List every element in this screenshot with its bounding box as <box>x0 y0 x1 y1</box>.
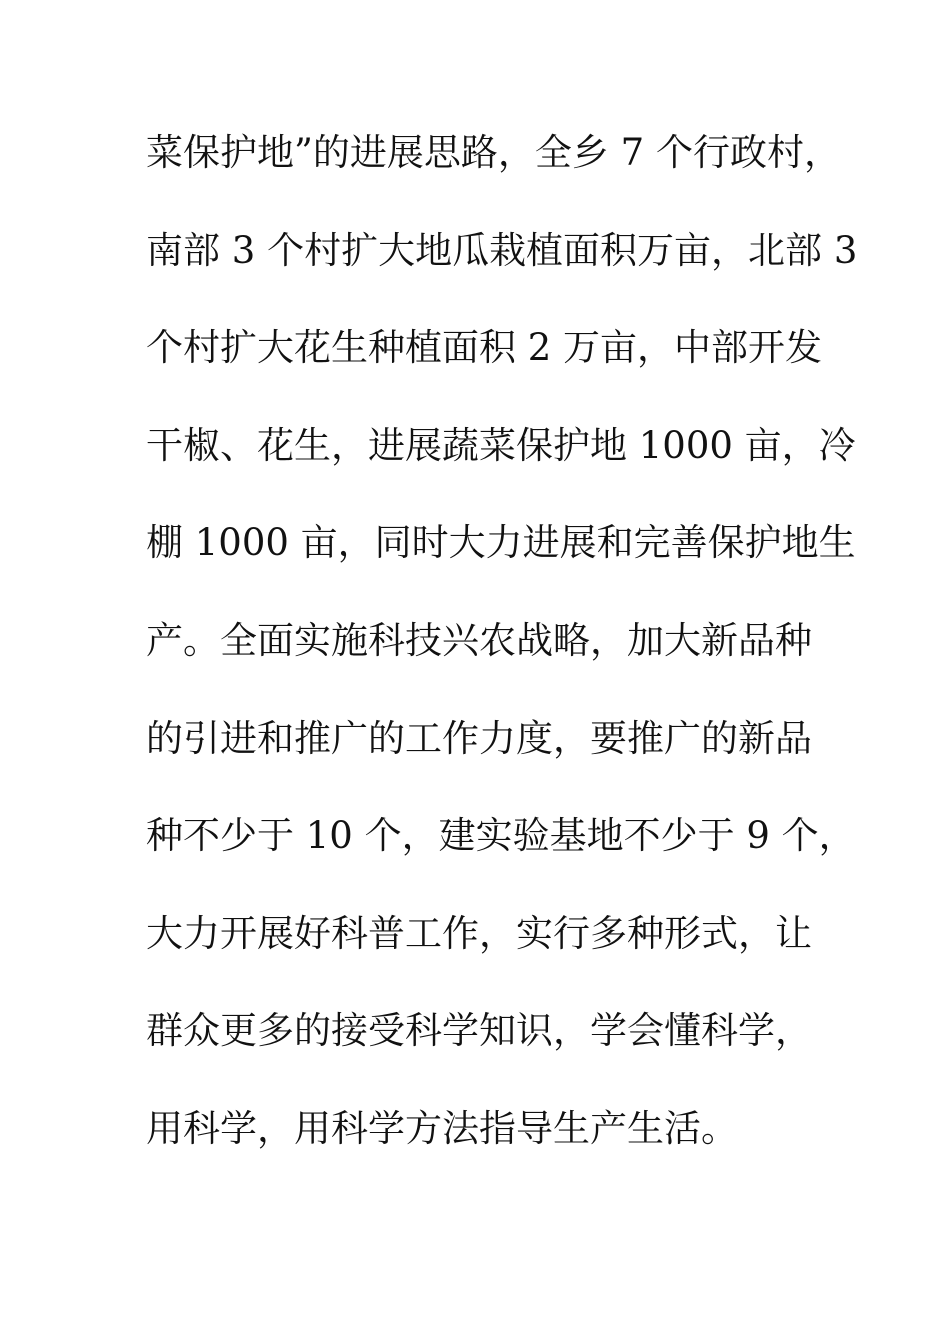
body-paragraph <box>146 123 858 1197</box>
text-line: 南部 3 个村扩大地瓜栽植面积万亩，北部 3 <box>146 228 858 272</box>
text-line: 种不少于 10 个，建实验基地不少于 9 个， <box>146 814 856 858</box>
text-line: 用科学，用科学方法指导生产生活。 <box>146 1106 738 1150</box>
text-line: 的引进和推广的工作力度，要推广的新品 <box>146 716 812 760</box>
text-line: 干椒、花生，进展蔬菜保护地 1000 亩，冷 <box>146 423 856 467</box>
text-line: 产。全面实施科技兴农战略，加大新品种 <box>146 618 812 662</box>
text-line: 个村扩大花生种植面积 2 万亩，中部开发 <box>146 326 823 370</box>
text-line: 大力开展好科普工作，实行多种形式，让 <box>146 911 812 955</box>
text-line: 群众更多的接受科学知识，学会懂科学， <box>146 1009 812 1053</box>
text-line: 菜保护地”的进展思路，全乡 7 个行政村， <box>146 131 841 174</box>
text-line: 棚 1000 亩，同时大力进展和完善保护地生 <box>146 521 856 565</box>
